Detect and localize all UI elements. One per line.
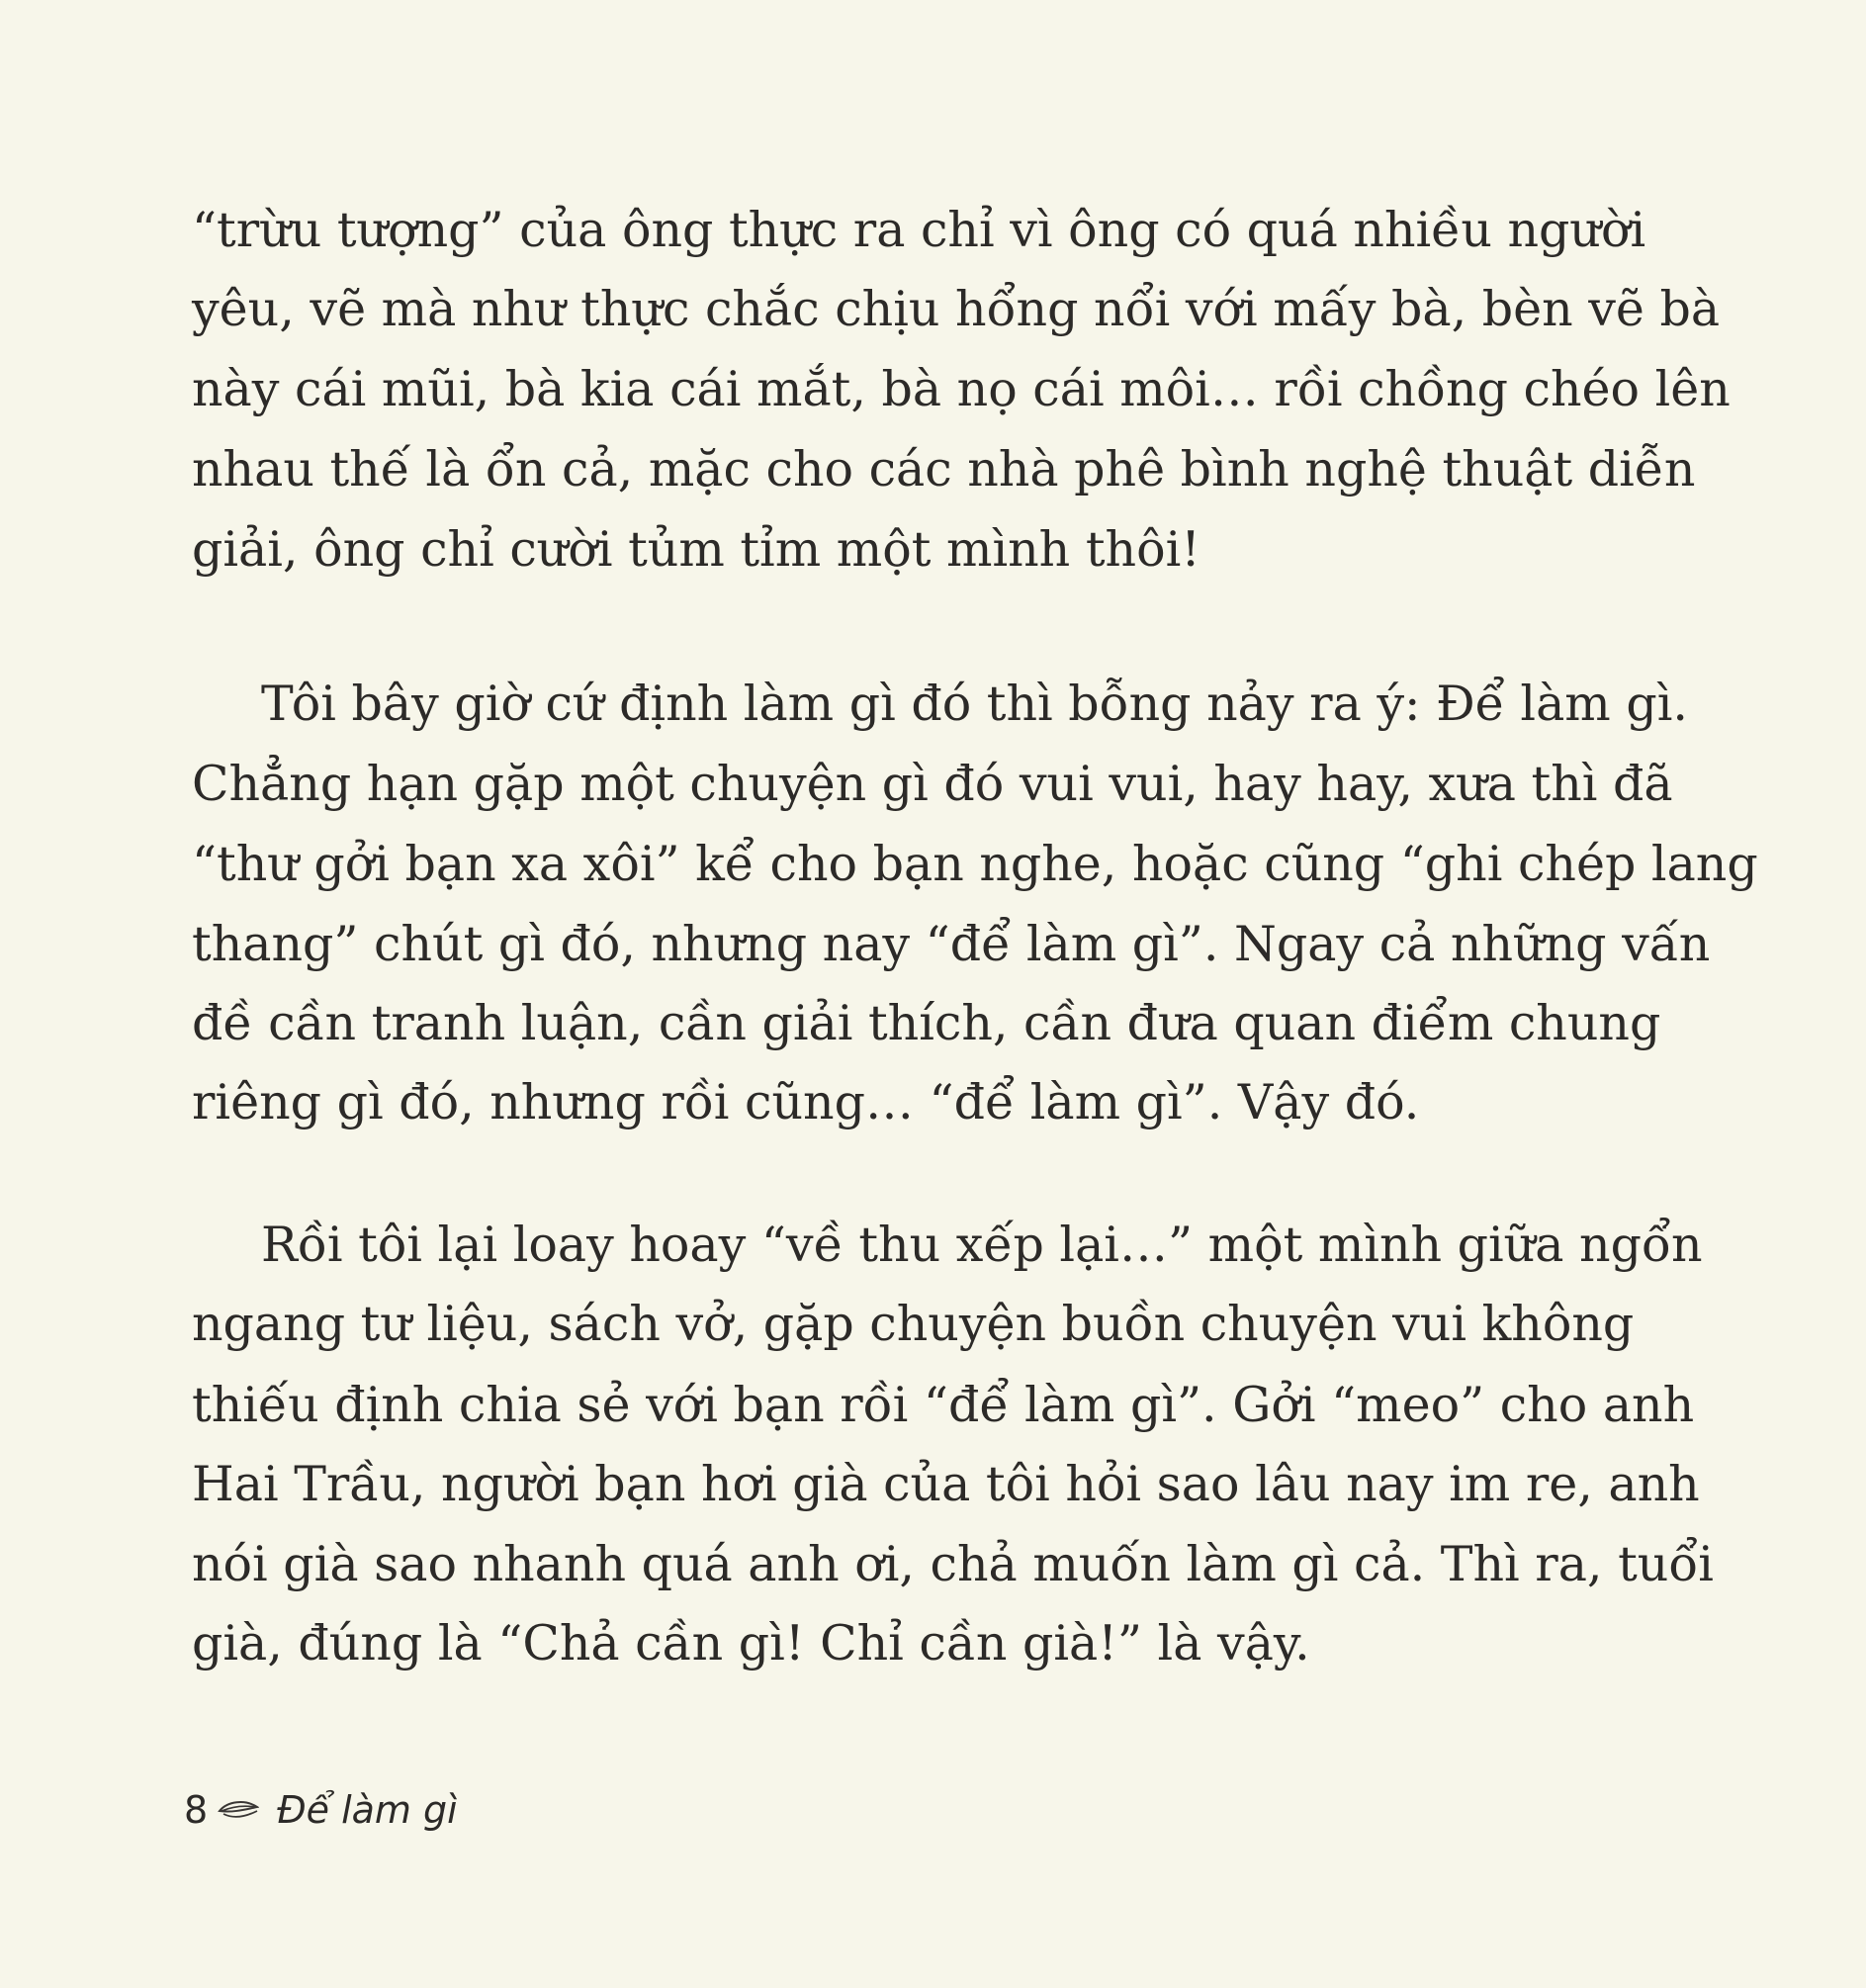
text-line: nói già sao nhanh quá anh ơi, chả muốn làm gì cả. Thì ra, tuổi — [192, 1536, 1714, 1592]
page-number: 8 — [184, 1788, 209, 1832]
text-line: này cái mũi, bà kia cái mắt, bà nọ cái môi… rồi chồng chéo lên — [192, 361, 1731, 417]
text-line: giải, ông chỉ cười tủm tỉm một mình thôi! — [192, 521, 1200, 578]
text-line: Tôi bây giờ cứ định làm gì đó thì bỗng nảy ra ý: Để làm gì. — [261, 676, 1688, 732]
text-line: yêu, vẽ mà như thực chắc chịu hổng nổi với mấy bà, bèn vẽ bà — [192, 281, 1721, 337]
page-footer — [184, 1780, 458, 1840]
leaf-ornament-icon — [218, 1797, 259, 1823]
text-line: “thư gởi bạn xa xôi” kể cho bạn nghe, hoặc cũng “ghi chép lang — [192, 836, 1758, 892]
text-line: thang” chút gì đó, nhưng nay “để làm gì”. Ngay cả những vấn — [192, 916, 1711, 972]
book-title: Để làm gì — [277, 1788, 458, 1832]
text-line: riêng gì đó, nhưng rồi cũng… “để làm gì”. Vậy đó. — [192, 1074, 1420, 1130]
text-line: già, đúng là “Chả cần gì! Chỉ cần già!” là vậy. — [192, 1615, 1310, 1672]
text-line: đề cần tranh luận, cần giải thích, cần đưa quan điểm chung — [192, 995, 1661, 1051]
text-line: ngang tư liệu, sách vở, gặp chuyện buồn chuyện vui không — [192, 1296, 1635, 1352]
text-line: nhau thế là ổn cả, mặc cho các nhà phê bình nghệ thuật diễn — [192, 441, 1696, 497]
text-line: thiếu định chia sẻ với bạn rồi “để làm gì”. Gởi “meo” cho anh — [192, 1377, 1695, 1433]
text-line: “trừu tượng” của ông thực ra chỉ vì ông có quá nhiều người — [192, 202, 1646, 258]
text-line: Chẳng hạn gặp một chuyện gì đó vui vui, hay hay, xưa thì đã — [192, 756, 1673, 812]
text-line: Rồi tôi lại loay hoay “về thu xếp lại…” một mình giữa ngổn — [261, 1217, 1703, 1273]
text-line: Hai Trầu, người bạn hơi già của tôi hỏi sao lâu nay im re, anh — [192, 1456, 1700, 1512]
